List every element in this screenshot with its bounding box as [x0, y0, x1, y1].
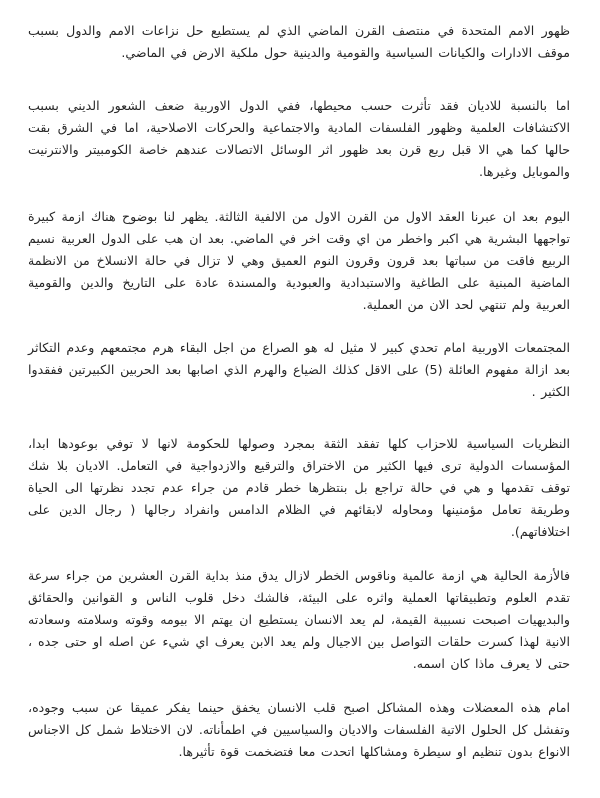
paragraph-religions-influence: اما بالنسبة للاديان فقد تأثرت حسب محيطها، ففي الدول الاوربية ضعف الشعور الديني بسبب الاكتشافات العلمية وظهور الفلسفات المادية والاجتماعية والحركات الاصلاحية، اما في الشرق بقت حالها كما هي الا قبل ربع قرن بعد ظهور اثر الوسائل الاتصالات عندهم خاصة الكومبيتر والانترنيت والموبايل وغيرها. [28, 98, 570, 179]
paragraph-current-global-crisis: فالأزمة الحالية هي ازمة عالمية وناقوس الخطر لازال يدق منذ بداية القرن العشرين من جراء سرعة تقدم العلوم وتطبيقاتها العملية واثره على البيئة، فالشك دخل قلوب الناس و القوانين والحقائق والبديهيات اصبحت نسبيبة القيمة، لم يعد الانسان يستطيع ان يهتم الا بيومه وقوته وسلامته وسعادته الانية لهذا كسرت حلقات التواصل بين الاجيال ولم يعد الابن يعرف اي شيء عن اصله او حتى جده ، حتى لا يعرف ماذا كان اسمه. [28, 568, 570, 671]
paragraph-problems-conclusion: امام هذه المعضلات وهذه المشاكل اصبح قلب الانسان يخفق حينما يفكر عميقا عن سبب وجوده، وتفشل كل الحلول الاتية الفلسفات والاديان والسياسيين في اطمأناته. لان الاختلاط شمل كل الاجناس الانواع بدون تنظيم او سيطرة ومشاكلها اتحدت معا فتضخمت قوة تأثيرها. [28, 700, 570, 759]
paragraph-political-theories: النظريات السياسية للاحزاب كلها تفقد الثقة بمجرد وصولها للحكومة لانها لا توفي بوعودها ابدا، المؤسسات الدولية ترى فيها الكثير من الاختراق والترقيع والازدواجية في التعامل. الاديان بلا شك توقف تقدمها و هي في حالة تراجع بل بنتظرها خطر قادم من جراء عدم تجدد نظرتها الى الحياة وطريقة تعامل مؤمنينها ومحاوله لابقائهم في الظلام الدامس وانفراد رجالها ( رجال الدين على اختلافاتهم). [28, 436, 570, 539]
paragraph-third-millennium-crisis: اليوم بعد ان عبرنا العقد الاول من القرن الاول من الالفية الثالثة. يظهر لنا بوضوح هناك ازمة كبيرة تواجهها البشرية هي اكبر واخطر من اي وقت اخر في الماضي. بعد ان هب على الدول العربية نسيم الربيع فاقت من سباتها بعد قرون وقرون النوم العميق وهي لا تزال في حالة الانسلاخ من الانظمة الماضية المبنية على الطاغية والاستبدادية والعبودية والمسندة عادة على التاريخ والدين والقومية العربية ولم تنتهي لحد الان من العملية. [28, 209, 570, 312]
paragraph-european-societies: المجتمعات الاوربية امام تحدي كبير لا مثيل له هو الصراع من اجل البقاء هرم مجتمعهم وعدم التكاثر بعد ازالة مفهوم العائلة (5) على الاقل كذلك الضياع والهرم الذي اصابها بعد الحربين الكبيرتين ففقدوا الكثير . [28, 340, 571, 399]
paragraph-un-appearance: ظهور الامم المتحدة في منتصف القرن الماضي الذي لم يستطيع حل نزاعات الامم والدول بسبب موقف الادارات والكيانات السياسية والقومية والدينية حول ملكية الارض في الماضي. [28, 23, 570, 60]
